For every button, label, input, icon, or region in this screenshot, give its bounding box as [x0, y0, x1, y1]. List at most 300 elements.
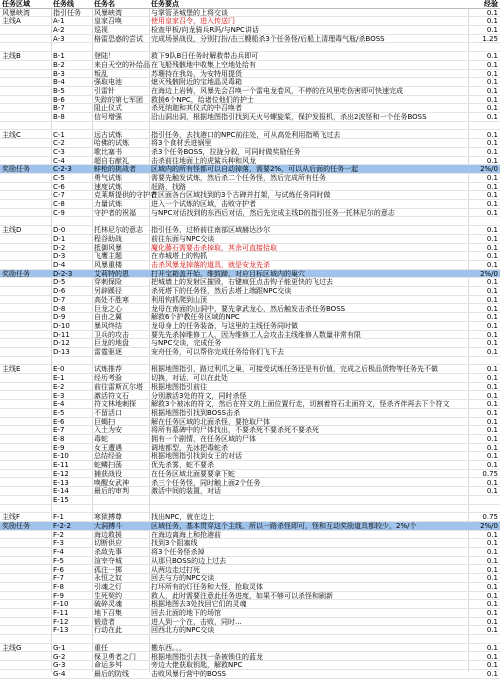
- header-name: 任务名: [94, 0, 115, 8]
- cell-name: 哈佛的试炼: [94, 139, 129, 148]
- cell-line: [53, 505, 93, 513]
- cell-name: 雷霆驱逐: [94, 348, 122, 356]
- cell-name: 破碎灵魂: [94, 600, 122, 609]
- cell-line: E-13: [53, 478, 69, 487]
- cell-points: 完成场景战役，分别打扮/击三艘船杀3个任务怪/后船上清理毒气瓶/杀BOSS: [151, 34, 385, 43]
- cell-area: [2, 661, 52, 669]
- cell-points: 魔化藤石需要击杀掉取，其余可直接拾取: [151, 243, 277, 252]
- table-row: [0, 496, 500, 505]
- cell-exp: 0.1: [486, 104, 498, 113]
- cell-line: E-8: [53, 435, 65, 443]
- cell-name: 另辟蹊径: [94, 287, 122, 296]
- cell-points: 需要先触发试炼，然后杀二个任务怪，然后完成所有任务: [151, 174, 326, 182]
- table-row: [0, 557, 500, 566]
- cell-exp: 0.75: [482, 469, 498, 478]
- cell-name: 引魂之灯: [94, 582, 122, 591]
- cell-line: C-3: [53, 147, 65, 156]
- cell-name: 最后的防线: [94, 669, 129, 678]
- cell-line: [53, 357, 93, 365]
- cell-points: 根据地图指引找到女王的对话: [151, 452, 242, 461]
- cell-points: 在海边上岩铸，风暴先会召唤一个雷电龙卷风，不停的在风里吃伤害即可快速完成: [151, 87, 403, 95]
- table-row: [0, 583, 500, 592]
- cell-name: 激活符文石: [94, 391, 129, 400]
- table-row: [0, 226, 500, 235]
- cell-points: 区域任务，基本贯穿这个主线，所以一路杀怪即可，怪和互动奖励道具都较少，2%/个: [151, 522, 417, 530]
- table-row: [0, 653, 500, 662]
- table-row: [0, 218, 500, 227]
- cell-area: [2, 339, 52, 347]
- table-row: [0, 244, 500, 253]
- table-row: [0, 104, 500, 113]
- table-row: [0, 592, 500, 601]
- table-row: [0, 566, 500, 575]
- cell-exp: 0.1: [486, 234, 498, 243]
- cell-name: 保卫勇者之门: [94, 652, 136, 661]
- cell-exp: 0.1: [486, 60, 498, 69]
- cell-line: E-9: [53, 443, 65, 452]
- cell-points: 在飞船残骸地中收集上空地处给有: [151, 60, 256, 69]
- table-row: [0, 191, 500, 200]
- cell-points: 根据地图指引去找一条被锁住的蓝龙: [151, 652, 263, 661]
- cell-area: [2, 461, 52, 469]
- cell-name: 女王遭遇: [94, 443, 122, 452]
- table-row: [0, 52, 500, 61]
- cell-points: 进人到一个在，击败，同时...: [151, 617, 242, 626]
- cell-name: 守护者的祝福: [94, 208, 136, 217]
- cell-points: 从那只BOSS的边上过去: [151, 556, 227, 565]
- cell-exp: [470, 44, 498, 52]
- table-row: [0, 609, 500, 618]
- cell-name: 经历考验: [94, 374, 122, 383]
- cell-exp: 0.1: [486, 52, 498, 61]
- cell-name: 孤注一掷: [94, 565, 122, 574]
- cell-area: 主线E: [2, 365, 21, 374]
- cell-points: 根据地图指引前往: [151, 382, 207, 391]
- table-row: [0, 96, 500, 105]
- cell-points: 区域内的所有怪都可以自动掉落，需要2%，可以从后面的任务一起: [151, 165, 359, 174]
- cell-exp: 0.1: [486, 287, 498, 296]
- cell-area: [2, 487, 52, 495]
- table-row: [0, 252, 500, 261]
- cell-points: 与NPC交谈，完成任务: [151, 339, 222, 348]
- cell-name: 巨蝎扫: [94, 417, 115, 426]
- cell-name: 来自天空的补给品: [94, 60, 150, 69]
- cell-area: 奖励任务: [2, 269, 30, 278]
- cell-points: 在赤城塔上的钩抓: [151, 252, 207, 261]
- table-row: [0, 44, 500, 53]
- cell-points: 找到3个阻塞线: [151, 539, 198, 548]
- cell-points: 解救6个护教任务区域的NPC: [151, 313, 240, 322]
- cell-exp: 0.1: [486, 574, 498, 583]
- cell-line: [53, 635, 93, 643]
- cell-points: 杀三个任务怪，同时触上面2个任务: [151, 478, 261, 487]
- cell-points: 前往东面与NPC交谈: [151, 234, 215, 243]
- cell-points: [151, 44, 469, 52]
- cell-name: 总结经验: [94, 452, 122, 461]
- cell-name: 勇气试炼: [94, 174, 122, 182]
- cell-area: [2, 566, 52, 574]
- cell-exp: 0.1: [486, 643, 498, 652]
- cell-name: 永恒之奴: [94, 574, 122, 583]
- table-row: [0, 574, 500, 583]
- cell-area: [2, 574, 52, 582]
- cell-name: 力量试炼: [94, 200, 122, 209]
- cell-area: [2, 452, 52, 460]
- table-row: [0, 400, 500, 409]
- table-row: [0, 35, 500, 44]
- cell-line: D-11: [53, 330, 70, 339]
- cell-exp: [470, 505, 498, 513]
- cell-area: 主线G: [2, 643, 22, 652]
- cell-name: 蛇鳞扫荡: [94, 461, 122, 470]
- table-row: [0, 9, 500, 18]
- cell-exp: 0.1: [486, 539, 498, 548]
- cell-exp: 0.1: [486, 339, 498, 348]
- cell-exp: 0.1: [486, 443, 498, 452]
- cell-area: [2, 148, 52, 156]
- cell-exp: 0.1: [486, 191, 498, 200]
- cell-line: A-3: [53, 34, 65, 43]
- table-row: [0, 148, 500, 157]
- cell-points: [151, 218, 469, 226]
- cell-exp: 0.1: [486, 139, 498, 148]
- cell-exp: 0.1: [486, 87, 498, 95]
- table-row: [0, 487, 500, 496]
- cell-area: [2, 357, 52, 365]
- cell-line: D-10: [53, 321, 70, 330]
- cell-exp: 0.1: [486, 182, 498, 191]
- cell-points: 将3个任务怪杀掉: [151, 548, 205, 557]
- cell-exp: 0.1: [486, 174, 498, 182]
- cell-exp: 0.1: [486, 295, 498, 304]
- cell-name: 皇家召唤: [94, 17, 122, 26]
- cell-line: [53, 122, 93, 130]
- cell-area: [2, 44, 52, 52]
- cell-name: [94, 635, 149, 643]
- cell-name: 歌比塞书: [94, 147, 122, 156]
- table-row: [0, 418, 500, 427]
- table-row: [0, 200, 500, 209]
- table-row: [0, 313, 500, 322]
- cell-points: 杀3个任务BOSS，拉拢分叙，可同时做奖励任务: [151, 147, 301, 156]
- cell-points: 激活中间的装置，对话: [151, 487, 221, 496]
- cell-exp: 0.1: [486, 78, 498, 87]
- cell-name: 艾莉特的恩: [94, 269, 129, 278]
- cell-name: 锻造者: [94, 617, 115, 626]
- table-row: [0, 409, 500, 418]
- table-row: [0, 505, 500, 514]
- cell-name: 登陆！: [94, 52, 115, 61]
- cell-points: 从两边走过打死: [151, 565, 200, 574]
- cell-area: [2, 470, 52, 478]
- cell-line: 指引任务: [53, 8, 81, 17]
- table-row: [0, 331, 500, 340]
- cell-name: 阻止仪式: [94, 104, 122, 113]
- cell-points: 将3个食材丢进锅里: [151, 139, 212, 148]
- cell-area: [2, 61, 52, 69]
- cell-points: 指引任务，去找港口的NPC前往处，可从高处利用指喷飞过去: [151, 130, 341, 139]
- cell-name: 暴风终结: [94, 321, 122, 330]
- cell-line: F-2-2: [53, 522, 71, 530]
- cell-line: D-1: [53, 234, 66, 243]
- cell-line: F-1: [53, 513, 65, 522]
- table-row: [0, 139, 500, 148]
- cell-points: 与NPC对话找到的东西后对话，然后先完成主线D的指引任务一托林尼尔的意志: [151, 208, 395, 217]
- table-row: [0, 635, 500, 644]
- cell-points: 赶路，找路: [151, 182, 186, 191]
- cell-exp: 0.1: [486, 278, 498, 287]
- cell-name: 风暴重楼: [94, 261, 122, 269]
- table-row: [0, 365, 500, 374]
- cell-points: 沿山洞出洞，根据地图指引找到天火号螺旋桨，保护发报机，杀出2波怪和一个任务BOSS: [151, 113, 427, 122]
- cell-area: [2, 548, 52, 556]
- cell-area: [2, 348, 52, 356]
- cell-area: [2, 539, 52, 547]
- table-row: [0, 296, 500, 305]
- cell-line: C-7: [53, 191, 65, 200]
- table-row: [0, 17, 500, 26]
- cell-line: B-6: [53, 95, 65, 104]
- cell-area: [2, 418, 52, 426]
- cell-points: 要先先杀掉维修工人，因为维修工人会攻击主线维修人数量非常有限: [151, 330, 361, 339]
- cell-line: D-9: [53, 313, 66, 322]
- cell-points: 在区面各台区域找到的3个古碑并打架，与试炼任务同时做: [151, 191, 331, 200]
- cell-line: F-12: [53, 617, 69, 626]
- cell-name: 引雷针: [94, 87, 115, 95]
- cell-name: 切断供应: [94, 539, 122, 548]
- cell-line: E-2: [53, 382, 65, 391]
- cell-area: [2, 244, 52, 252]
- cell-points: 拥有一个剧情，在任务区域的尸体: [151, 435, 256, 443]
- cell-exp: [470, 496, 498, 504]
- table-row: [0, 461, 500, 470]
- table-row: [0, 70, 500, 79]
- cell-area: [2, 496, 52, 504]
- cell-name: 符文林地刺探: [94, 400, 136, 409]
- cell-exp: 0.1: [486, 652, 498, 661]
- cell-exp: 0.1: [486, 330, 498, 339]
- table-row: [0, 113, 500, 122]
- cell-name: [94, 505, 149, 513]
- header-row: [0, 0, 500, 9]
- cell-area: [2, 200, 52, 208]
- cell-area: [2, 600, 52, 608]
- cell-area: 主线D: [2, 226, 22, 235]
- cell-exp: 0.1: [486, 582, 498, 591]
- table-row: [0, 374, 500, 383]
- cell-points: [151, 357, 469, 365]
- cell-line: C-2-3: [53, 165, 72, 174]
- cell-points: 优先杀雾，蛇不要杀: [151, 461, 214, 470]
- cell-area: [2, 26, 52, 34]
- cell-exp: 0.1: [486, 17, 498, 26]
- cell-exp: 0.1: [486, 26, 498, 35]
- cell-name: 抵御风暴: [94, 243, 122, 252]
- cell-points: 搬东西。。。: [151, 643, 186, 652]
- cell-line: B-1: [53, 52, 65, 61]
- cell-line: G-3: [53, 661, 66, 670]
- cell-line: [53, 44, 93, 52]
- cell-name: 重任: [94, 643, 108, 652]
- cell-points: 找出NPC，就在边上: [151, 513, 215, 522]
- cell-area: [2, 670, 52, 678]
- cell-line: G-4: [53, 669, 66, 678]
- cell-area: [2, 174, 52, 182]
- cell-area: [2, 96, 52, 104]
- cell-name: 生死契约: [94, 591, 122, 600]
- cell-line: G-2: [53, 652, 66, 661]
- cell-name: 巡视: [94, 26, 108, 35]
- cell-line: F-11: [53, 609, 69, 617]
- cell-points: 使用皇家召令，进入传送门: [151, 17, 235, 26]
- table-row: [0, 61, 500, 70]
- cell-name: 毒蛇: [94, 435, 108, 443]
- cell-points: 解救3个被冰的符文，然后在符文的上面位置行走，切割着符石北面符文，怪杀齐伴再去下个符文: [151, 400, 450, 409]
- cell-name: 自由之翼: [94, 313, 122, 322]
- cell-area: 奖励任务: [2, 165, 30, 174]
- cell-line: D-13: [53, 348, 70, 356]
- cell-name: [94, 44, 149, 52]
- cell-exp: 0.1: [486, 208, 498, 217]
- cell-name: 飞鹰主题: [94, 252, 122, 261]
- cell-area: [2, 400, 52, 408]
- cell-points: 指引任务，过桥前往南部区域赫达沙尔: [151, 226, 270, 235]
- cell-exp: 2%/0: [480, 269, 498, 278]
- cell-area: [2, 104, 52, 112]
- cell-area: 主线B: [2, 52, 21, 61]
- table-row: [0, 470, 500, 479]
- table-row: [0, 513, 500, 522]
- cell-exp: [470, 122, 498, 130]
- cell-name: [94, 122, 149, 130]
- cell-area: [2, 331, 52, 339]
- cell-exp: 0.1: [486, 226, 498, 235]
- cell-area: 主线C: [2, 130, 21, 139]
- cell-line: F-3: [53, 539, 65, 548]
- cell-area: [2, 374, 52, 382]
- cell-exp: 2%/0: [480, 522, 498, 530]
- cell-exp: 1.25: [482, 34, 498, 43]
- cell-area: [2, 139, 52, 147]
- cell-name: 命运多舛: [94, 661, 122, 670]
- cell-exp: 0.1: [486, 556, 498, 565]
- cell-area: 主线A: [2, 17, 21, 26]
- cell-exp: 0.1: [486, 391, 498, 400]
- cell-points: 根据地图指引找到BOSS击杀: [151, 408, 241, 417]
- cell-name: 托林尼尔的意志: [94, 226, 143, 235]
- cell-name: 寒狱搏尊: [94, 513, 122, 522]
- cell-line: B-5: [53, 87, 65, 95]
- header-line: 任务线: [53, 0, 74, 8]
- cell-exp: [470, 635, 498, 643]
- cell-area: [2, 557, 52, 565]
- header-area: 任务区域: [2, 0, 30, 8]
- cell-exp: 0.1: [486, 147, 498, 156]
- cell-line: B-4: [53, 78, 65, 87]
- cell-area: [2, 278, 52, 286]
- cell-exp: 0.1: [486, 156, 498, 165]
- cell-line: C-9: [53, 208, 65, 217]
- cell-points: 回去北面的地下的场馆: [151, 609, 221, 617]
- cell-line: E-0: [53, 365, 65, 374]
- cell-exp: 0.1: [486, 478, 498, 487]
- cell-exp: 0.1: [486, 591, 498, 600]
- cell-exp: 0.1: [486, 617, 498, 626]
- table-row: [0, 600, 500, 609]
- cell-name: [94, 357, 149, 365]
- cell-points: [151, 505, 469, 513]
- cell-exp: 0.1: [486, 95, 498, 104]
- cell-exp: 0.1: [486, 530, 498, 539]
- cell-line: [53, 218, 93, 226]
- cell-name: 穿刺保险: [94, 278, 122, 287]
- cell-points: 利用钩抓爬到山顶: [151, 295, 207, 304]
- cell-exp: 0.1: [486, 426, 498, 435]
- cell-line: D-12: [53, 339, 70, 348]
- cell-area: [2, 635, 52, 643]
- cell-line: E-12: [53, 469, 69, 478]
- table-row: [0, 278, 500, 287]
- cell-line: E-7: [53, 426, 65, 435]
- cell-name: 捕获战役: [94, 469, 122, 478]
- cell-line: C-8: [53, 200, 65, 209]
- cell-name: 海边救援: [94, 530, 122, 539]
- cell-exp: 0.1: [486, 382, 498, 391]
- cell-points: 切换，对话，可以在此处: [151, 374, 228, 383]
- table-row: [0, 548, 500, 557]
- cell-exp: 0.1: [486, 261, 498, 269]
- cell-name: 超自右献礼: [94, 156, 129, 165]
- cell-line: D-4: [53, 261, 66, 269]
- table-row: [0, 322, 500, 331]
- cell-points: 调地都型，先冰把毒蛇杀: [151, 443, 228, 452]
- cell-line: A-2: [53, 26, 65, 35]
- cell-exp: [470, 218, 498, 226]
- cell-points: 救下9队B日任务时解救带击兵即可: [151, 52, 259, 61]
- cell-points: 龙母身上的任务装备，与这里的主线任务同时做: [151, 321, 298, 330]
- cell-name: 风暴峡湾: [94, 8, 122, 17]
- cell-points: [151, 122, 469, 130]
- cell-name: 克莱斯提供的守护者: [94, 191, 157, 200]
- table-row: [0, 235, 500, 244]
- table-row: [0, 165, 500, 174]
- cell-points: 杀死纳迦和其仪式的中召唤者: [151, 104, 242, 113]
- cell-area: [2, 444, 52, 452]
- cell-exp: 0.1: [486, 69, 498, 78]
- header-points: 任务要点: [151, 0, 179, 8]
- cell-line: E-10: [53, 452, 69, 461]
- cell-points: 进入一个试炼的区域，击败守护者: [151, 200, 256, 209]
- cell-area: [2, 626, 52, 634]
- cell-line: F-4: [53, 548, 65, 557]
- cell-line: C-5: [53, 174, 65, 182]
- cell-line: E-14: [53, 487, 69, 496]
- cell-points: 击杀前往地面上的虎鲨兵种和风龙: [151, 156, 256, 165]
- cell-line: G-1: [53, 643, 66, 652]
- cell-area: [2, 191, 52, 199]
- cell-area: [2, 305, 52, 313]
- cell-points: 根据地图去3处找回它们的灵魂: [151, 600, 247, 609]
- cell-exp: 0.1: [486, 313, 498, 322]
- cell-name: [94, 218, 149, 226]
- cell-exp: 0.1: [486, 348, 498, 356]
- cell-name: 程谷助战: [94, 234, 122, 243]
- cell-points: 根据地图指引，路过利爪之巢，可接受试炼任务还是有价值，完成之后极品货物等任务先不做: [151, 365, 438, 374]
- cell-exp: 0.1: [486, 452, 498, 461]
- cell-points: 救援6个NPC，给诸位他们的护士: [151, 95, 254, 104]
- cell-points: 把城墙上的发射区摧毁，右键疯狂点击钩子能更快的飞过去: [151, 278, 333, 287]
- cell-points: 龙母在南面的山洞中，要先拿武龙心，然后触发击杀任务BOSS: [151, 304, 346, 313]
